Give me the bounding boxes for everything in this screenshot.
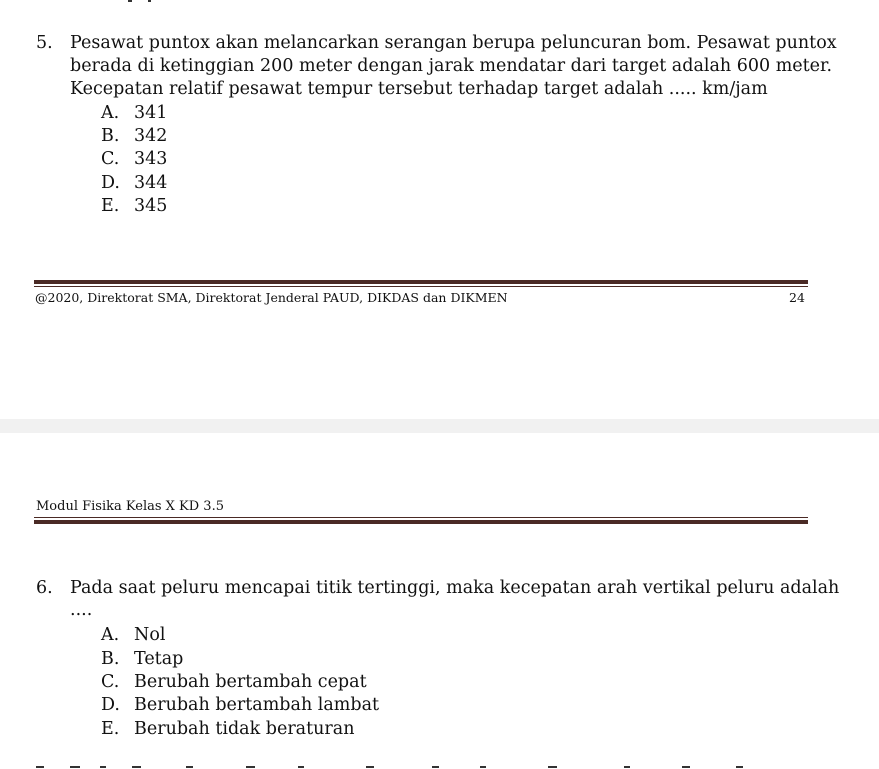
header-title: Modul Fisika Kelas X KD 3.5 — [36, 499, 224, 514]
option-letter: E. — [101, 719, 120, 739]
option-text: 345 — [134, 196, 168, 216]
option-text: Berubah tidak beraturan — [134, 719, 355, 739]
option-letter: A. — [101, 103, 120, 123]
question-6-line-1: Pada saat peluru mencapai titik tertinggi, maka kecepatan arah vertikal peluru adalah — [70, 578, 840, 598]
option-letter: E. — [101, 196, 120, 216]
option-text: 341 — [134, 103, 168, 123]
option-text: 344 — [134, 173, 168, 193]
question-6-number: 6. — [36, 578, 53, 598]
page-separator — [0, 419, 879, 433]
question-6-line-2: .... — [70, 600, 93, 620]
question-5-number: 5. — [36, 33, 53, 53]
option-text: Berubah bertambah lambat — [134, 695, 380, 715]
option-letter: C. — [101, 672, 120, 692]
header-rule-thin — [34, 517, 808, 518]
option-text: Tetap — [134, 649, 184, 669]
footer-copyright: @2020, Direktorat SMA, Direktorat Jenderal PAUD, DIKDAS dan DIKMEN — [35, 290, 508, 305]
header-rule-thick — [34, 520, 808, 524]
option-letter: D. — [101, 173, 120, 193]
option-letter: A. — [101, 625, 120, 645]
option-text: Nol — [134, 625, 166, 645]
footer-rule-thick — [34, 280, 808, 284]
option-text: Berubah bertambah cepat — [134, 672, 367, 692]
option-letter: B. — [101, 649, 120, 669]
question-5-line-1: Pesawat puntox akan melancarkan serangan berupa peluncuran bom. Pesawat puntox — [70, 33, 837, 53]
question-5-line-2: berada di ketinggian 200 meter dengan jarak mendatar dari target adalah 600 meter. — [70, 56, 833, 76]
option-letter: B. — [101, 126, 120, 146]
footer-rule-thin — [34, 286, 808, 287]
option-text: 342 — [134, 126, 168, 146]
option-letter: D. — [101, 695, 120, 715]
clipped-text-remnant — [128, 0, 168, 2]
question-5-line-3: Kecepatan relatif pesawat tempur tersebut terhadap target adalah ..... km/jam — [70, 79, 768, 99]
option-letter: C. — [101, 149, 120, 169]
page-bottom — [0, 433, 879, 769]
option-text: 343 — [134, 149, 168, 169]
footer-page-number: 24 — [789, 290, 805, 305]
